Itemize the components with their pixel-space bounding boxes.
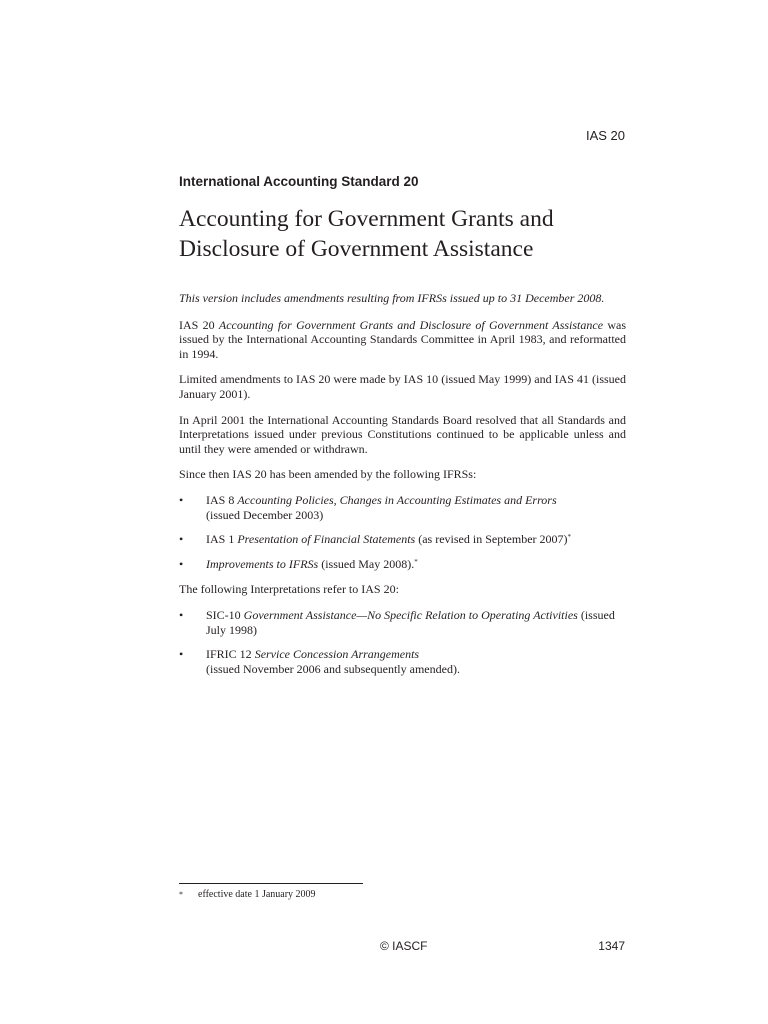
item-title: Government Assistance—No Specific Relation to Operating Activities [243, 607, 578, 622]
footnote [179, 889, 316, 901]
item-prefix: SIC-10 [206, 607, 244, 622]
item-detail: (issued July 1998) [206, 607, 615, 637]
footnote-rule [179, 883, 363, 884]
interpretations-intro: The following Interpretations refer to IAS 20: [179, 582, 399, 597]
footnote-marker: * [414, 557, 418, 566]
footnote-mark: * [179, 890, 183, 899]
document-title [179, 204, 629, 264]
page-number: 1347 [598, 939, 625, 953]
bullet: • [179, 492, 184, 507]
standard-label: International Accounting Standard 20 [179, 174, 419, 189]
amendments-intro: Since then IAS 20 has been amended by the following IFRSs: [179, 467, 477, 482]
issue-standard-title: Accounting for Government Grants and Disclosure of Government Assistance [218, 317, 604, 332]
bullet: • [179, 556, 184, 571]
item-prefix: IFRIC 12 [206, 647, 255, 662]
issue-paragraph [179, 318, 626, 362]
issue-suffix: was issued by the International Accounting Standards Committee in April 1983, and reformatted in 1994. [179, 317, 626, 361]
footnote-text: effective date 1 January 2009 [198, 889, 316, 900]
version-note-text: This version includes amendments resulting from IFRSs issued up to 31 December 2008. [179, 291, 605, 305]
list-item [179, 608, 626, 637]
bullet: • [179, 647, 184, 662]
title-line-1: Accounting for Government Grants and [179, 206, 554, 232]
document-body [179, 291, 626, 687]
list-item [179, 557, 626, 572]
footnote-marker: * [567, 533, 572, 542]
running-head: IAS 20 [585, 128, 625, 143]
item-detail: (issued November 2006 and subsequently amended). [206, 661, 460, 676]
bullet: • [179, 532, 184, 547]
limited-amendments-paragraph: Limited amendments to IAS 20 were made by IAS 10 (issued May 1999) and IAS 41 (issued January 2001). [179, 372, 626, 401]
copyright: © IASCF [380, 939, 428, 953]
item-title: Presentation of Financial Statements [237, 532, 416, 547]
item-prefix: IAS 8 [206, 492, 238, 507]
item-prefix: IAS 1 [206, 532, 238, 547]
item-detail: (issued May 2008). [318, 556, 415, 571]
title-line-2: Disclosure of Government Assistance [179, 236, 534, 262]
interpretations-list [179, 608, 626, 676]
issue-prefix: IAS 20 [179, 317, 219, 332]
item-title: Service Concession Arrangements [254, 647, 420, 662]
list-item [179, 493, 626, 522]
board-resolution-paragraph: In April 2001 the International Accounting Standards Board resolved that all Standards and Interpretations issued under previous Constitutions continued to be applicable unless and until they were amended or withdrawn. [179, 412, 626, 456]
list-item [179, 647, 626, 676]
item-title: Improvements to IFRSs [206, 556, 319, 571]
bullet: • [179, 607, 184, 622]
item-title: Accounting Policies, Changes in Accounting Estimates and Errors [237, 492, 557, 507]
item-detail: (as revised in September 2007) [415, 532, 568, 547]
item-detail: (issued December 2003) [206, 507, 324, 522]
list-item [179, 532, 626, 547]
amendments-list [179, 493, 626, 571]
version-note [179, 291, 626, 306]
